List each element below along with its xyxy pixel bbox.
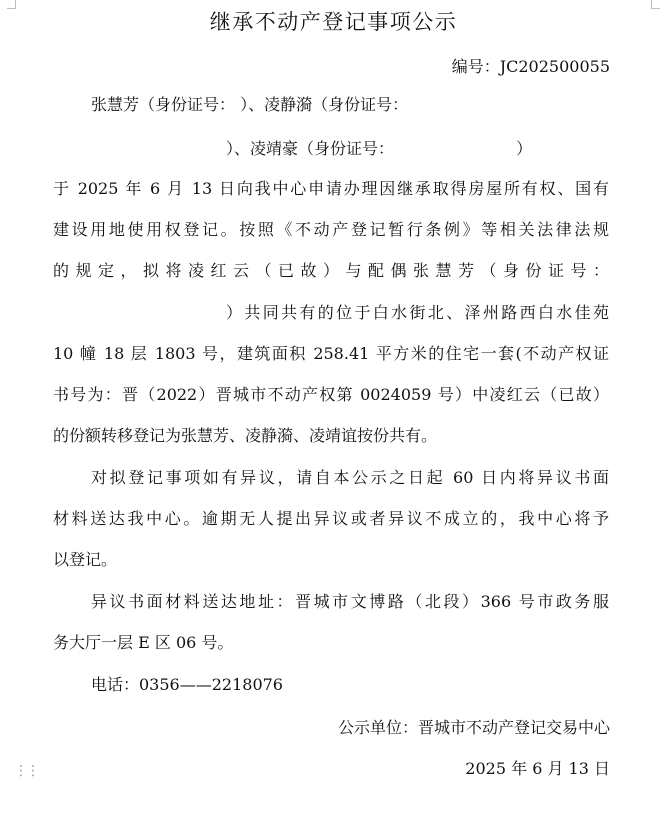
- document-code: [452, 55, 610, 79]
- signing-organization: 公示单位：晋城市不动产登记交易中心: [337, 718, 610, 737]
- document-code-value: JC202500055: [499, 57, 610, 76]
- page-corner-marker: [651, 0, 660, 9]
- body-line: 的份额转移登记为张慧芳、凌静漪、凌靖谊按份共有。: [53, 426, 438, 445]
- body-line: 10 幢 18 层 1803 号，建筑面积 258.41 平方米的住宅一套(不动产权证: [53, 344, 609, 363]
- body-line: 电话：0356——2218076: [91, 675, 283, 694]
- body-line: 张慧芳（身份证号： ）、凌静漪（身份证号：: [91, 95, 409, 114]
- body-line: 建设用地使用权登记。按照《不动产登记暂行条例》等相关法律法规: [53, 220, 609, 239]
- document-title: 继承不动产登记事项公示: [209, 10, 458, 34]
- document-code-label: 编号：: [451, 57, 500, 76]
- body-line: 务大厅一层 E 区 06 号。: [53, 633, 234, 652]
- body-line: 书号为：晋（2022）晋城市不动产权第 0024059 号）中凌红云（已故）: [53, 385, 609, 404]
- body-line: 材料送达我中心。逾期无人提出异议或者异议不成立的，我中心将予: [53, 509, 609, 528]
- body-line: 对拟登记事项如有异议，请自本公示之日起 60 日内将异议书面: [91, 468, 609, 487]
- document-date: 2025 年 6 月 13 日: [465, 759, 610, 778]
- body-line: 以登记。: [53, 550, 118, 569]
- body-line: 异议书面材料送达地址：晋城市文博路（北段）366 号市政务服: [91, 592, 609, 611]
- body-line: 于 2025 年 6 月 13 日向我中心申请办理因继承取得房屋所有权、国有: [53, 179, 609, 198]
- drag-handle-icon[interactable]: ⋮⋮: [14, 763, 38, 779]
- page-corner-marker: [7, 0, 16, 9]
- body-line: ）、凌靖豪（身份证号： ）: [226, 139, 533, 158]
- body-line: ）共同共有的位于白水街北、泽州路西白水佳苑: [226, 303, 609, 322]
- body-line: 的规定，拟将凌红云（已故）与配偶张慧芳（身份证号：: [53, 261, 609, 280]
